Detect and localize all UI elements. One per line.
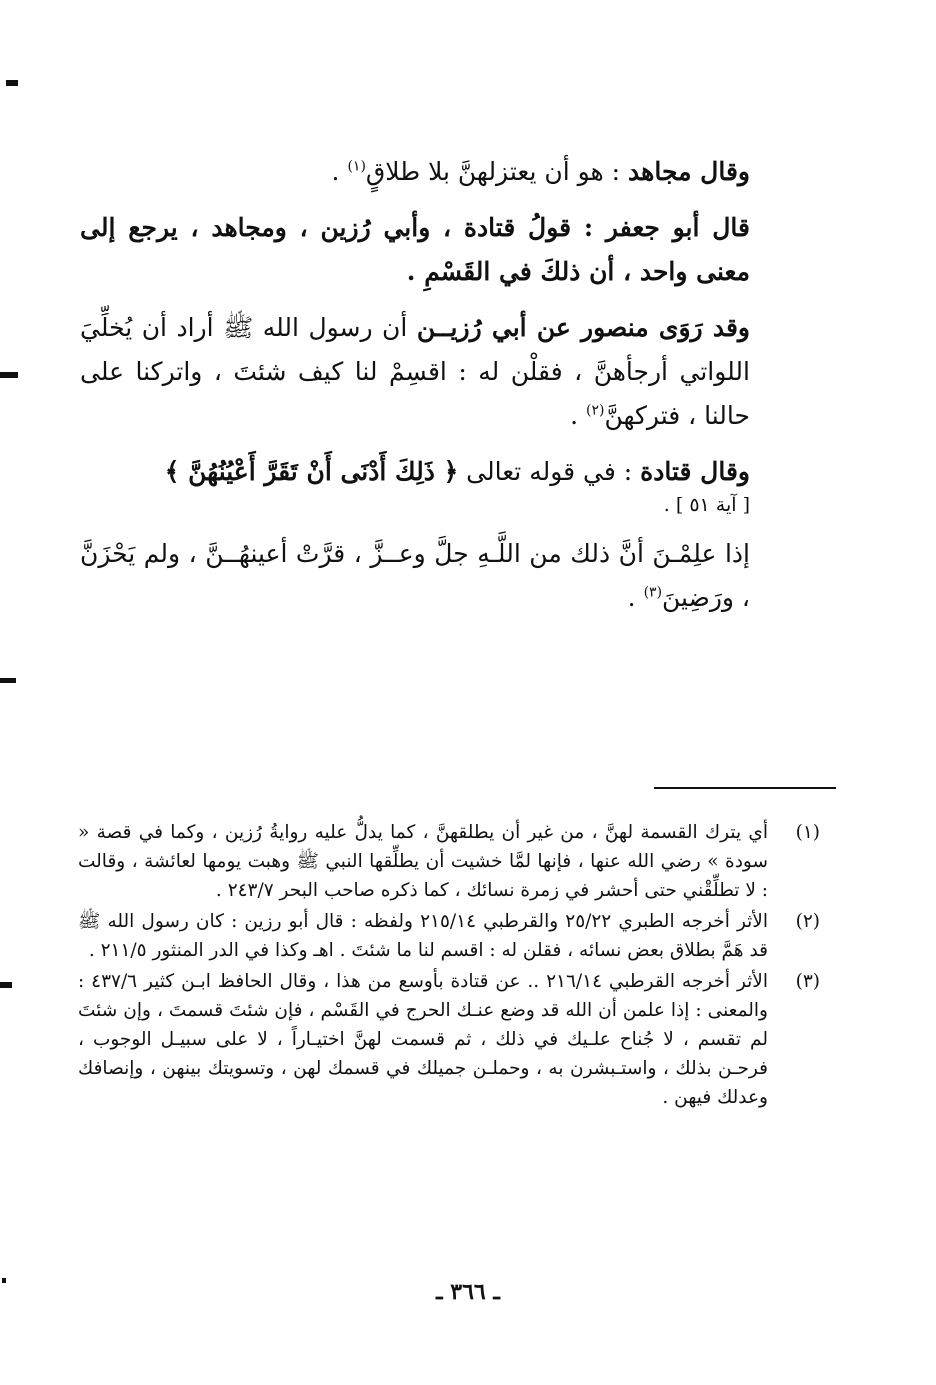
verse-reference: [ آية ٥١ ] . [663, 494, 750, 516]
footnote-ref: (١) [347, 158, 366, 175]
scan-mark [0, 372, 18, 378]
speaker-name: وقال مجاهد [628, 157, 750, 186]
scan-mark [0, 678, 16, 683]
speaker-name: وقال قتادة [640, 457, 750, 486]
footnote [78, 907, 820, 965]
footnote [78, 818, 820, 905]
footnote-separator [654, 787, 836, 789]
footnote-number: (٣) [795, 971, 820, 992]
footnote-text: الأثر أخرجه القرطبي ٢١٦/١٤ .. عن قتادة بأوسع من هذا ، وقال الحافظ ابـن كثير ٤٣٧/٦ : والمعنى : إذا علمن أن الله قد وضع عنـك الحرج في القَسْم ، فإن شئتَ قسمتَ ، وإن شئتَ لم تقسم ، لا جُناح علـيك في ذلك ، ثم قسمت لهنَّ اختيـاراً ، لا على سبيـل الوجوب ، فرحـن بذلك ، واستـبشرن به ، وحملـن جميلك في قسمك لهن ، وتسويتك بينهن ، وإنصافك وعدلك فيهن . [78, 971, 768, 1108]
footnote-ref: (٣) [643, 584, 663, 601]
footnotes [78, 818, 820, 1114]
footnote-text: الأثر أخرجه الطبري ٢٥/٢٢ والقرطبي ٢١٥/١٤ ولفظه : قال أبو رزين : كان رسول الله ﷺ قد هَمَّ بطلاق بعض نسائه ، فقلن له : اقسم لنا ما شئتَ . اهـ وكذا في الدر المنثور ٢١١/٥ . [78, 911, 768, 961]
footnote-number: (١) [795, 822, 820, 843]
scan-mark [0, 982, 12, 988]
paragraph-explanation: إذا علِمْـنَ أنَّ ذلك من اللَّـهِ جلَّ وعــزَّ ، قرَّتْ أعينهُــنَّ ، ولم يَحْزَنَّ ، ورَضِينَ$^{(٣)}$ . [80, 539, 750, 612]
page-number: ـ ٣٦٦ ـ [436, 1279, 500, 1305]
footnote [78, 967, 820, 1112]
footnote-ref: (٢) [585, 402, 605, 419]
paragraph-mujahid: وقال مجاهد : هو أن يعتزلهنَّ بلا طلاقٍ$^{(١)}$ . [331, 157, 750, 186]
paragraph-qatada: وقال قتادة : في قوله تعالى ﴿ ذَلِكَ أَدْنَى أَنْ تَقَرَّ أَعْيُنُهُنَّ ﴾ [ آية ٥١ ] . [80, 450, 750, 520]
footnote-text: أي يترك القسمة لهنَّ ، من غير أن يطلقهنَّ ، كما يدلُّ عليه روايةُ رُزين ، وكما في قصة « سودة » رضي الله عنها ، فإنها لمَّا خشيت أن يطلِّقها النبي ﷺ وهبت يومها لعائشة ، وقالت : لا تطلِّقْني حتى أحشر في زمرة نسائك ، كما ذكره صاحب البحر ٢٤٣/٧ . [78, 822, 768, 901]
quran-verse: ﴿ ذَلِكَ أَدْنَى أَنْ تَقَرَّ أَعْيُنُهُنَّ ﴾ [164, 457, 459, 486]
main-text [80, 150, 750, 632]
scan-mark [6, 80, 18, 86]
paragraph-abu-jafar: قال أبو جعفر : قولُ قتادة ، وأبي رُزين ، ومجاهد ، يرجع إلى معنى واحد ، أن ذلكَ في القَسْمِ . [80, 213, 750, 286]
footnote-number: (٢) [795, 911, 820, 932]
narrator-chain: وقد رَوَى منصور عن أبي رُزيــن [416, 313, 750, 342]
paragraph-mansur: وقد رَوَى منصور عن أبي رُزيــن أن رسول الله ﷺ أراد أن يُخلِّيَ اللواتي أرجأهنَّ ، فقلْن له : اقسِمْ لنا كيف شئتَ ، واتركنا على حالنا ، فتركهنَّ$^{(٢)}$ . [80, 313, 750, 430]
